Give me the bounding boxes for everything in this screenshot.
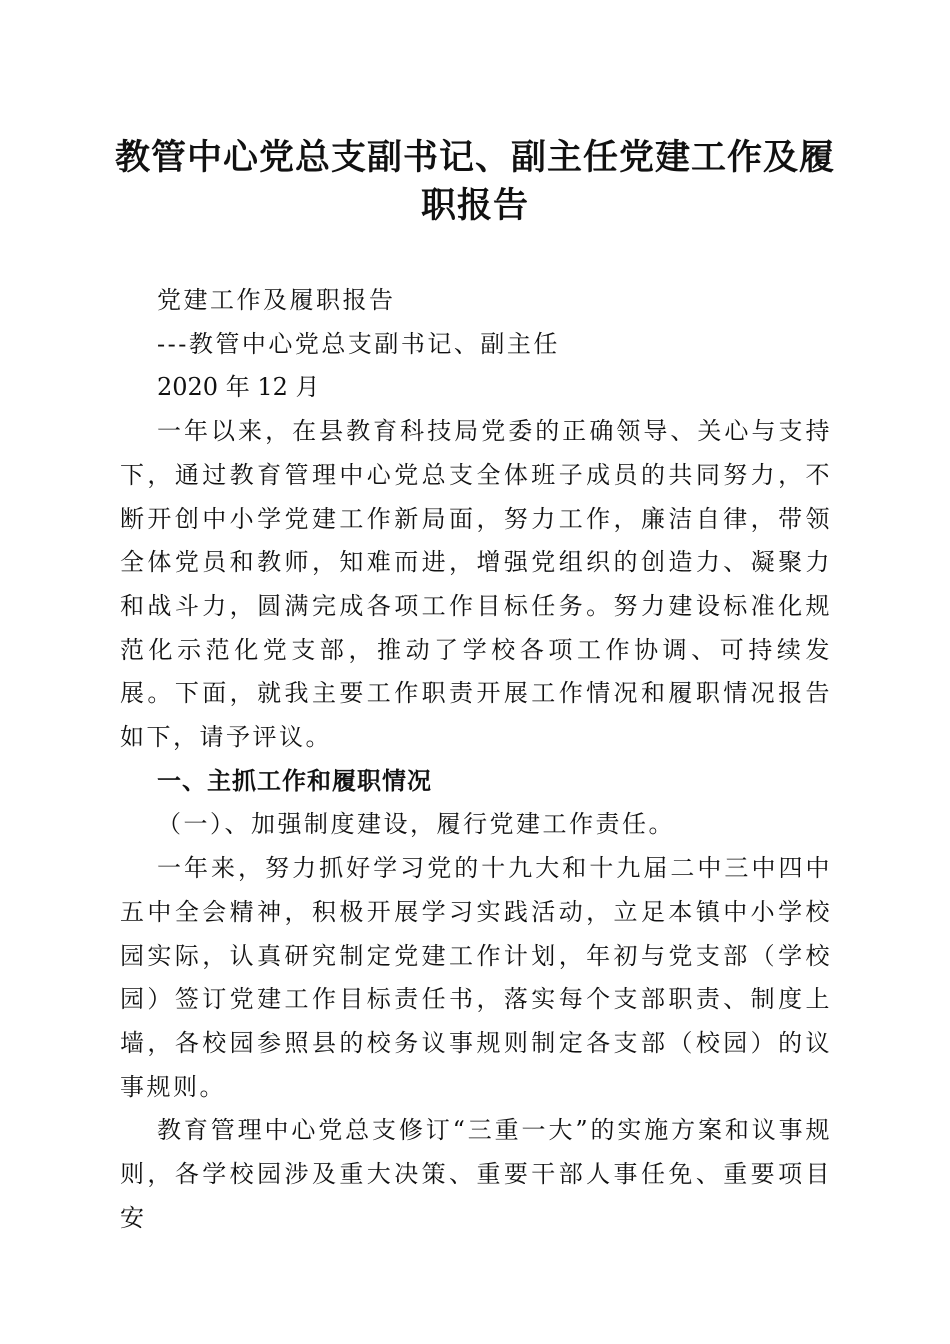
subsection-heading-1: （一）、加强制度建设，履行党建工作责任。 (157, 810, 675, 839)
intro-paragraph: 一年以来，在县教育科技局党委的正确领导、关心与支持下，通过教育管理中心党总支全体班子成员的共同努力，不断开创中小学党建工作新局面，努力工作，廉洁自律，带领全体党员和教师，知难而进，增强党组织的创造力、凝聚力和战斗力，圆满完成各项工作目标任务。努力建设标准化规范化示范化党支部，推动了学校各项工作协调、可持续发展。下面，就我主要工作职责开展工作情况和履职情况报告如下，请予评议。 (120, 417, 832, 752)
document-title: 教管中心党总支副书记、副主任党建工作及履职报告 (114, 137, 835, 226)
author-position-line: ---教管中心党总支副书记、副主任 (157, 329, 560, 358)
body-paragraph: 教育管理中心党总支修订“三重一大”的实施方案和议事规则，各学校园涉及重大决策、重要干部人事任免、重要项目安 (120, 1116, 832, 1232)
section-heading-1: 一、主抓工作和履职情况 (157, 766, 432, 795)
report-subtitle: 党建工作及履职报告 (157, 286, 396, 314)
document-body (120, 279, 832, 1240)
report-date: 2020 年 12 月 (157, 373, 320, 402)
body-paragraph: 一年来，努力抓好学习党的十九大和十九届二中三中四中五中全会精神，积极开展学习实践活动，立足本镇中小学校园实际，认真研究制定党建工作计划，年初与党支部（学校园）签订党建工作目标责任书，落实每个支部职责、制度上墙，各校园参照县的校务议事规则制定各支部（校园）的议事规则。 (120, 854, 832, 1101)
